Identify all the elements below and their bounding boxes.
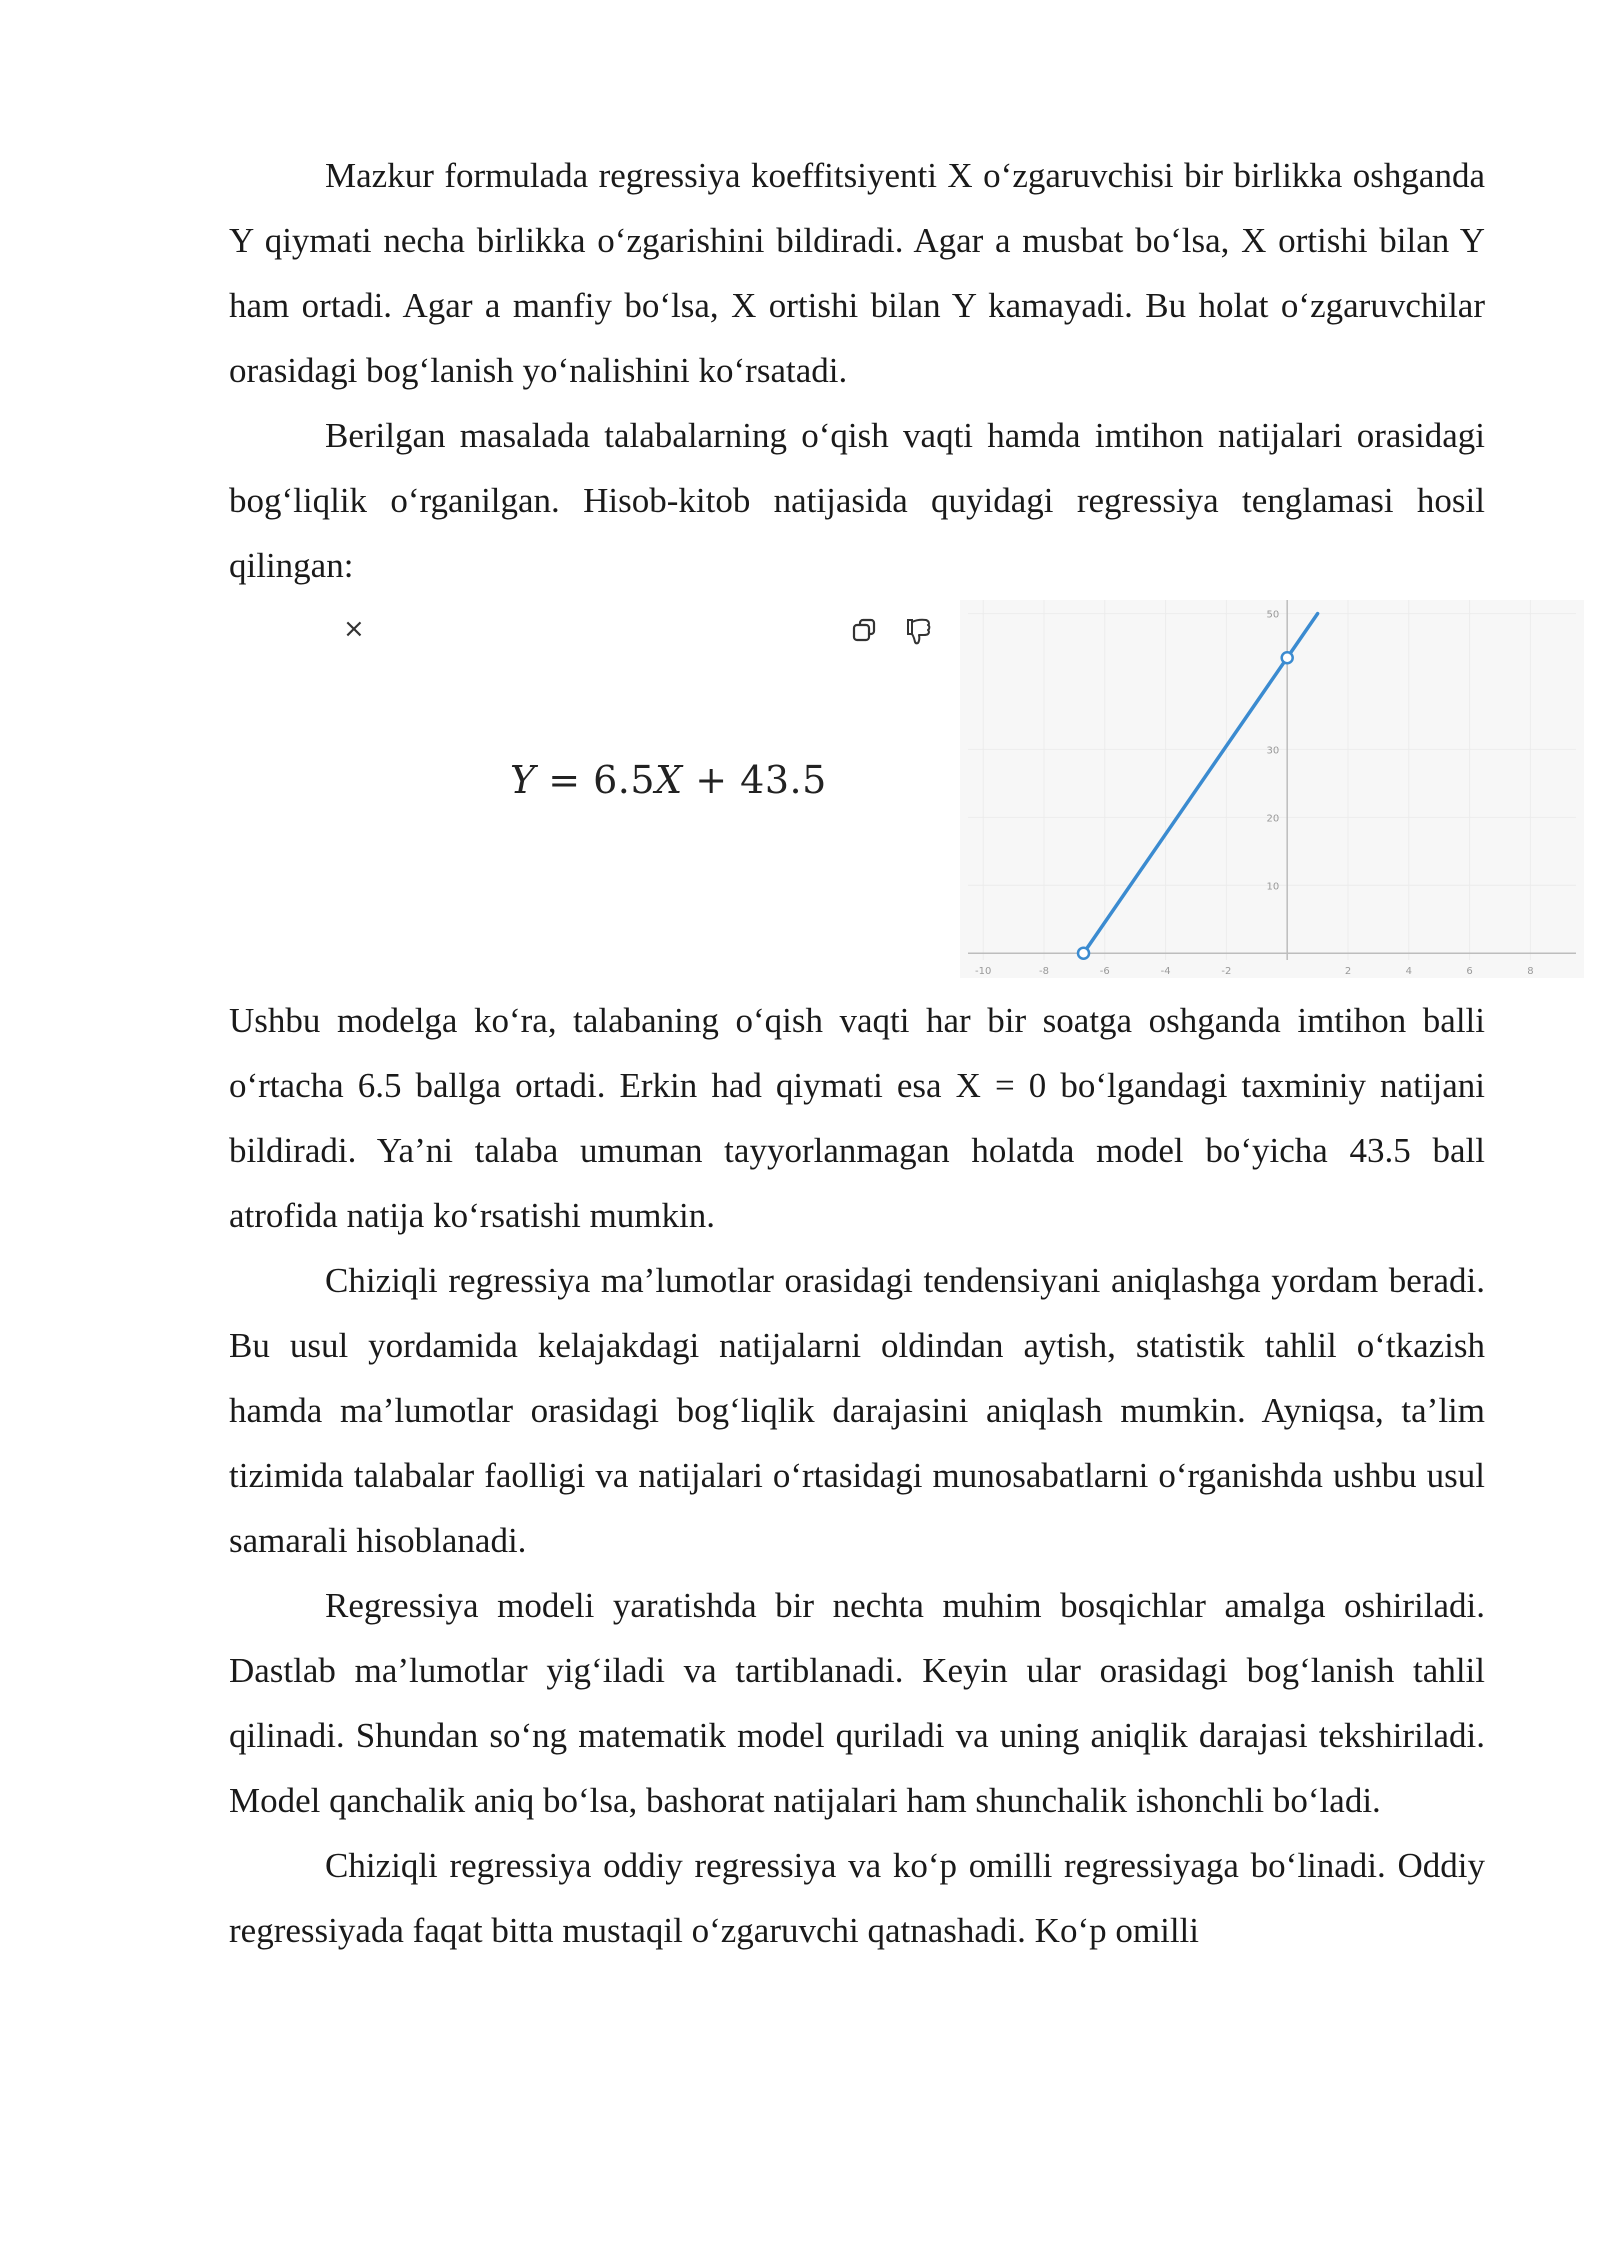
close-icon[interactable]: × [343,614,365,644]
y-tick-label-2: 30 [1266,745,1280,757]
equation-lhs: Y [510,758,536,802]
text-block-top [229,143,1485,598]
equation-equals: = [548,758,581,802]
y-tick-label-3: 50 [1266,609,1280,621]
regression-chart [960,600,1584,978]
paragraph-given-problem: Berilgan masalada talabalarning o‘qish vaqti hamda imtihon natijalari orasidagi bog‘liqlik o‘rganilgan. Hisob-kitob natijasida quyidagi regressiya tenglamasi hosil qilingan: [229,416,1485,585]
x-tick-label-2: -6 [1099,966,1110,977]
regression-equation [510,758,827,802]
paragraph-regression-coefficient: Mazkur formulada regressiya koeffitsiyenti X o‘zgaruvchisi bir birlikka oshganda Y qiymati necha birlikka o‘zgarishini bildiradi. Agar a musbat bo‘lsa, X ortishi bilan Y ham ortadi. Agar a manfiy bo‘lsa, X ortishi bilan Y kamayadi. Bu holat o‘zgaruvchilar orasidagi bog‘lanish yo‘nalishini ko‘rsatadi. [229,156,1485,390]
x-tick-label-6: 4 [1405,966,1412,977]
x-tick-label-1: -8 [1039,966,1049,977]
regression-line-0 [1084,614,1318,954]
y-tick-label-0: 10 [1266,881,1280,893]
data-point-1 [1282,652,1293,663]
regression-figure [330,600,1584,978]
x-tick-label-4: -2 [1221,966,1232,977]
equation-intercept: 43.5 [740,758,827,802]
paragraph-model-interpretation: Ushbu modelga ko‘ra, talabaning o‘qish vaqti har bir soatga oshganda imtihon balli o‘rtacha 6.5 ballga ortadi. Erkin had qiymati esa X = 0 bo‘lgandagi taxminiy natijani bildiradi. Ya’ni talaba umuman tayyorlanmagan holatda model bo‘yicha 43.5 ball atrofida natija ko‘rsatishi mumkin. [229,1001,1485,1235]
thumbs-down-icon[interactable] [902,614,936,648]
copy-icon[interactable] [850,616,880,646]
equation-plus: + [695,758,728,802]
paragraph-regression-types: Chiziqli regressiya oddiy regressiya va ko‘p omilli regressiyaga bo‘linadi. Oddiy regressiyada faqat bitta mustaqil o‘zgaruvchi qatnashadi. Ko‘p omilli [229,1846,1485,1950]
x-tick-label-0: -10 [975,966,992,977]
y-tick-label-1: 20 [1266,813,1280,825]
paragraph-linear-regression-use: Chiziqli regressiya ma’lumotlar orasidagi tendensiyani aniqlashga yordam beradi. Bu usul yordamida kelajakdagi natijalarni oldindan aytish, statistik tahlil o‘tkazish hamda ma’lumotlar orasidagi bog‘liqlik darajasini aniqlash mumkin. Ayniqsa, ta’lim tizimida talabalar faolligi va natijalari o‘rtasidagi munosabatlarni o‘rganishda ushbu usul samarali hisoblanadi. [229,1261,1485,1560]
x-tick-label-7: 6 [1466,966,1473,977]
equation-variable: X [655,758,683,802]
equation-panel [330,600,960,978]
paragraph-model-stages: Regressiya modeli yaratishda bir nechta muhim bosqichlar amalga oshiriladi. Dastlab ma’lumotlar yig‘iladi va tartiblanadi. Keyin ular orasidagi bog‘lanish tahlil qilinadi. Shundan so‘ng matematik model quriladi va uning aniqlik darajasi tekshiriladi. Model qanchalik aniq bo‘lsa, bashorat natijalari ham shunchalik ishonchli bo‘ladi. [229,1586,1485,1820]
data-point-0 [1078,948,1089,959]
equation-coefficient: 6.5 [593,758,656,802]
text-block-bottom [229,988,1485,1963]
x-tick-label-8: 8 [1527,966,1534,977]
x-tick-label-3: -4 [1160,966,1171,977]
x-tick-label-5: 2 [1344,966,1352,977]
